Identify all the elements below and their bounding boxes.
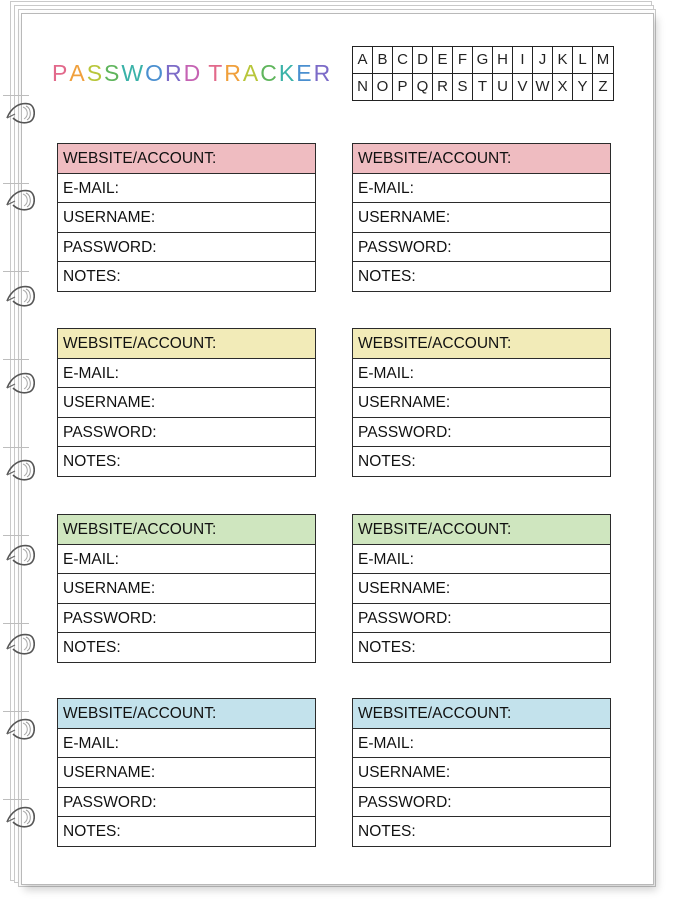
email-field[interactable]: E-MAIL: [353,359,610,389]
alphabet-tab-t[interactable]: T [473,74,493,101]
email-field[interactable]: E-MAIL: [58,545,315,575]
username-field[interactable]: USERNAME: [353,388,610,418]
alphabet-tab-n[interactable]: N [353,74,373,101]
username-field[interactable]: USERNAME: [353,203,610,233]
username-field[interactable]: USERNAME: [353,758,610,788]
alphabet-tab-u[interactable]: U [493,74,513,101]
title-letter: O [145,60,165,86]
alphabet-tab-x[interactable]: X [553,74,573,101]
account-card [352,514,611,663]
notes-field[interactable]: NOTES: [63,823,121,840]
alphabet-tab-j[interactable]: J [533,47,553,74]
alphabet-tab-l[interactable]: L [573,47,593,74]
alphabet-index-tabs [352,46,614,101]
title-letter: R [164,60,184,86]
username-field[interactable]: USERNAME: [58,758,315,788]
title-letter: C [260,60,279,86]
website-field[interactable]: WEBSITE/ACCOUNT: [353,699,610,729]
email-field[interactable]: E-MAIL: [353,545,610,575]
binder-ring-icon [5,187,35,213]
title-letter: P [52,60,70,86]
email-field[interactable]: E-MAIL: [353,174,610,204]
binder-ring-icon [5,631,35,657]
website-field[interactable]: WEBSITE/ACCOUNT: [58,699,315,729]
alphabet-tab-q[interactable]: Q [413,74,433,101]
title-letter: A [242,60,261,86]
alphabet-tab-d[interactable]: D [413,47,433,74]
password-field[interactable]: PASSWORD: [58,233,315,263]
page-edge-line [3,623,29,626]
page-edge-line [3,799,29,802]
alphabet-tab-y[interactable]: Y [573,74,593,101]
alphabet-tab-i[interactable]: I [513,47,533,74]
page-edge-line [3,271,29,274]
username-field[interactable]: USERNAME: [58,203,315,233]
password-field[interactable]: PASSWORD: [353,418,610,448]
page-title [52,60,332,87]
account-card [57,328,316,477]
alphabet-tab-b[interactable]: B [373,47,393,74]
title-letter: R [313,60,333,86]
title-letter: W [121,60,146,86]
title-letter: T [208,60,225,86]
notes-field[interactable]: NOTES: [63,639,121,656]
binder-ring-icon [5,716,35,742]
alphabet-tab-v[interactable]: V [513,74,533,101]
binder-ring-icon [5,370,35,396]
website-field[interactable]: WEBSITE/ACCOUNT: [353,144,610,174]
alphabet-tab-s[interactable]: S [453,74,473,101]
page-edge-line [3,183,29,186]
website-field[interactable]: WEBSITE/ACCOUNT: [353,329,610,359]
password-field[interactable]: PASSWORD: [58,604,315,634]
account-card [352,143,611,292]
binder-ring-icon [5,100,35,126]
notes-field[interactable]: NOTES: [358,453,416,470]
title-letter: K [278,60,297,86]
title-letter: A [69,60,87,86]
binder-ring-icon [5,457,35,483]
username-field[interactable]: USERNAME: [58,388,315,418]
account-card [352,698,611,847]
page-edges [3,95,29,885]
password-field[interactable]: PASSWORD: [353,604,610,634]
notes-field[interactable]: NOTES: [358,268,416,285]
alphabet-tab-c[interactable]: C [393,47,413,74]
alphabet-tab-p[interactable]: P [393,74,413,101]
password-field[interactable]: PASSWORD: [353,788,610,818]
email-field[interactable]: E-MAIL: [58,729,315,759]
title-letter: R [224,60,243,86]
username-field[interactable]: USERNAME: [58,574,315,604]
website-field[interactable]: WEBSITE/ACCOUNT: [58,144,315,174]
alphabet-tab-g[interactable]: G [473,47,493,74]
page-edge-line [3,535,29,538]
password-field[interactable]: PASSWORD: [353,233,610,263]
account-card [352,328,611,477]
title-letter: S [104,60,122,86]
account-card [57,143,316,292]
alphabet-tab-w[interactable]: W [533,74,553,101]
password-field[interactable]: PASSWORD: [58,788,315,818]
title-letter: E [296,60,314,86]
binder-ring-icon [5,542,35,568]
page-edge-line [3,95,29,98]
alphabet-tab-a[interactable]: A [353,47,373,74]
page-edge-line [3,711,29,714]
notes-field[interactable]: NOTES: [63,268,121,285]
website-field[interactable]: WEBSITE/ACCOUNT: [58,515,315,545]
website-field[interactable]: WEBSITE/ACCOUNT: [58,329,315,359]
alphabet-tab-h[interactable]: H [493,47,513,74]
alphabet-tab-e[interactable]: E [433,47,453,74]
password-field[interactable]: PASSWORD: [58,418,315,448]
email-field[interactable]: E-MAIL: [58,359,315,389]
alphabet-tab-m[interactable]: M [593,47,613,74]
account-card [57,698,316,847]
notes-field[interactable]: NOTES: [358,823,416,840]
email-field[interactable]: E-MAIL: [353,729,610,759]
alphabet-tab-r[interactable]: R [433,74,453,101]
alphabet-tab-z[interactable]: Z [598,78,608,96]
alphabet-tab-o[interactable]: O [373,74,393,101]
binder-ring-icon [5,804,35,830]
email-field[interactable]: E-MAIL: [58,174,315,204]
username-field[interactable]: USERNAME: [353,574,610,604]
title-letter: S [86,60,105,86]
notes-field[interactable]: NOTES: [63,453,121,470]
page-edge-line [3,359,29,362]
page-edge-line [3,447,29,450]
notes-field[interactable]: NOTES: [358,639,416,656]
website-field[interactable]: WEBSITE/ACCOUNT: [353,515,610,545]
alphabet-tab-k[interactable]: K [553,47,573,74]
alphabet-tab-f[interactable]: F [453,47,473,74]
account-card [57,514,316,663]
title-letter: D [183,60,203,86]
binder-ring-icon [5,283,35,309]
